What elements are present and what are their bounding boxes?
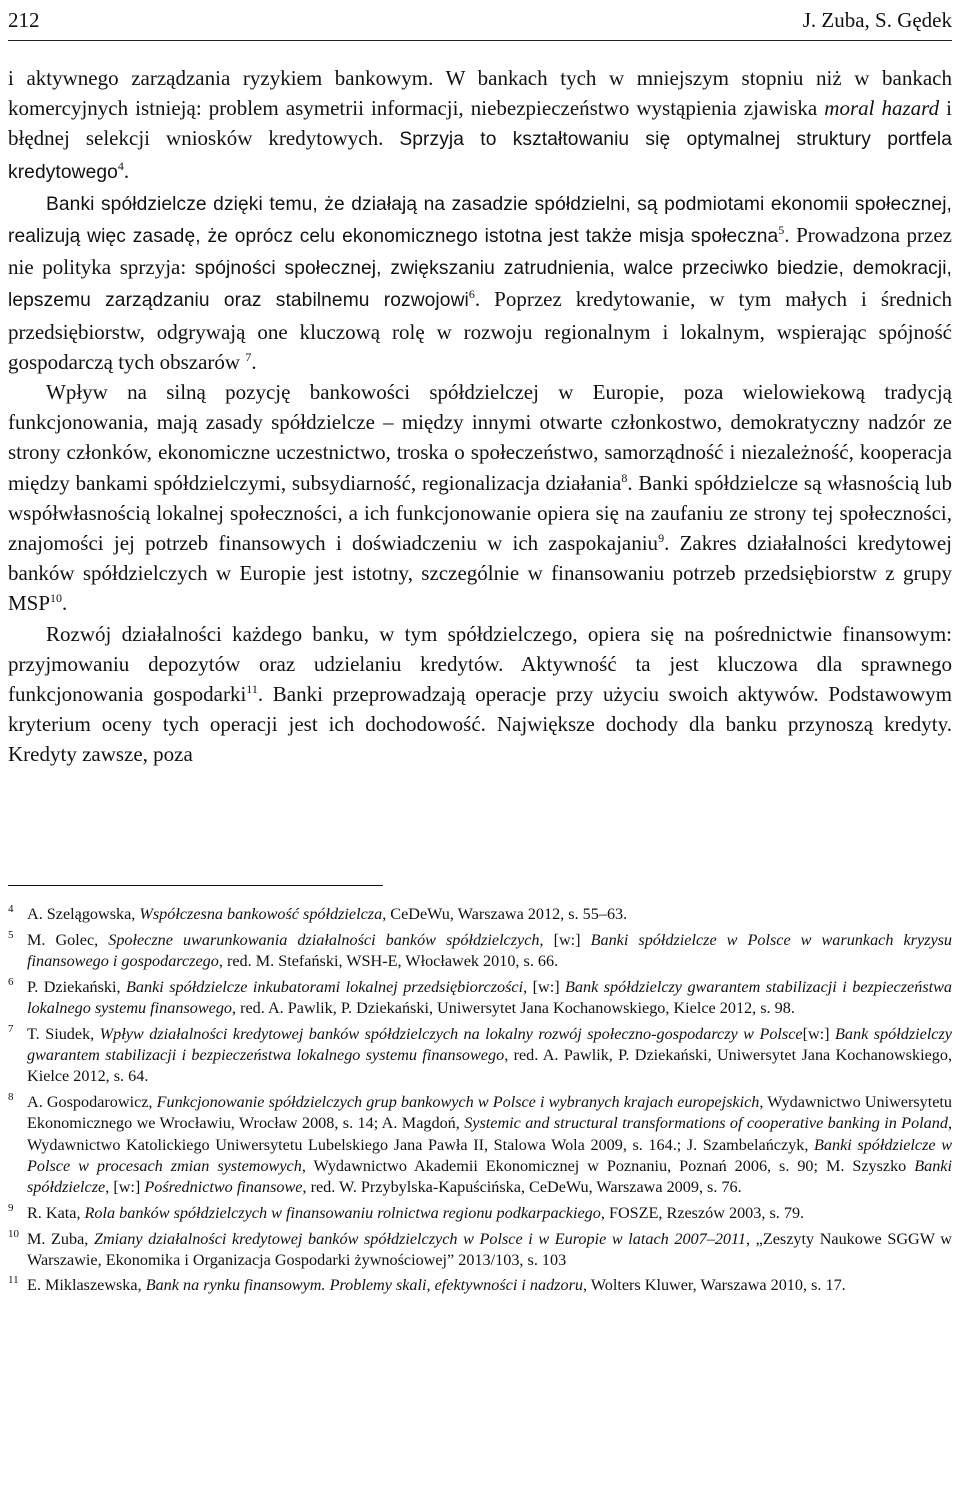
text-run: Wpływ na silną pozycję bankowości spółdzielczej w Europie, poza wielowiekową tradycją funkcjonowania, mają zasady spółdzielcze – między innymi otwarte członkostwo, demokratyczny nadzór ze strony członków, ekonomiczne uczestnictwo, troska o społeczeństwo, samorządność i niezależność, kooperacja między bankami spółdzielczymi, subsydiarność, regionalizacja działania xyxy=(8,380,952,495)
footnote-ref[interactable]: 4 xyxy=(117,158,124,173)
fn-title: Banki spółdzielcze inkubatorami lokalnej przedsiębiorczości xyxy=(126,977,524,996)
fn-text: , [w:] xyxy=(539,930,591,949)
footnote-separator xyxy=(8,885,383,886)
footnote-5 xyxy=(8,930,952,973)
footnote-ref[interactable]: 7 xyxy=(245,349,252,364)
fn-text: , Wydawnictwo Katolickiego Uniwersytetu Lubelskiego Jana Pawła II, Stalowa Wola 2009, s. 164.; J. Szambelańczyk, xyxy=(27,1114,952,1154)
footnote-9 xyxy=(8,1203,952,1224)
footnote-ref[interactable]: 9 xyxy=(658,531,665,546)
footnote-number: 11 xyxy=(8,1274,19,1287)
fn-text: M. Zuba, xyxy=(27,1229,94,1248)
paragraph-1 xyxy=(8,63,952,188)
fn-text: , Wolters Kluwer, Warszawa 2010, s. 17. xyxy=(582,1276,846,1295)
text-run-sans: Sprzyja to kształtowaniu się optymalnej struktury portfela kredytowego xyxy=(8,129,952,183)
text-run: i aktywnego zarządzania ryzykiem bankowym. W bankach tych w mniejszym stopniu niż w bankach komercyjnych istnieją: problem asymetrii informacji, niebezpieczeństwo wystąpienia zjawiska xyxy=(8,66,952,121)
paragraph-4 xyxy=(8,619,952,770)
text-run: . xyxy=(123,158,130,183)
page-number: 212 xyxy=(8,8,40,32)
footnote-number: 8 xyxy=(8,1090,14,1103)
footnote-number: 4 xyxy=(8,903,14,915)
footnote-8 xyxy=(8,1092,952,1198)
fn-text: , FOSZE, Rzeszów 2003, s. 79. xyxy=(600,1203,805,1222)
fn-title: Wpływ działalności kredytowej banków spółdzielczych na lokalny rozwój społeczno-gospodarczy w Polsce xyxy=(99,1024,803,1043)
fn-title: Społeczne uwarunkowania działalności banków spółdzielczych xyxy=(108,930,540,949)
fn-text: , „Zeszyty Naukowe SGGW w Warszawie, Ekonomika i Organizacja Gospodarki żywnościowej” 2013/103, s. 103 xyxy=(27,1229,952,1269)
fn-text: , [w:] xyxy=(523,977,566,996)
fn-text: [w:] xyxy=(802,1024,836,1043)
fn-title: Bank spółdzielczy gwarantem stabilizacji i bezpieczeństwa lokalnego systemu finansowego xyxy=(27,1024,952,1064)
fn-title: Współczesna bankowość spółdzielcza xyxy=(139,905,383,923)
text-run: i błędnej selekcji wniosków kredytowych. xyxy=(8,96,952,151)
footnote-ref[interactable]: 8 xyxy=(621,470,628,485)
text-run: . Prowadzona przez nie polityka sprzyja: xyxy=(8,223,952,280)
fn-text: R. Kata, xyxy=(27,1203,85,1222)
footnote-number: 7 xyxy=(8,1022,14,1035)
text-run: . Poprzez kredytowanie, w tym małych i średnich przedsiębiorstw, odgrywają one kluczową rolę w rozwoju regionalnym i lokalnym, wspierając spójność gospodarczą tych obszarów xyxy=(8,287,952,374)
fn-title: Bank spółdzielczy gwarantem stabilizacji i bezpieczeństwa lokalnego systemu finansowego xyxy=(27,977,953,1017)
text-run: Rozwój działalności każdego banku, w tym spółdzielczego, opiera się na pośrednictwie finansowym: przyjmowaniu depozytów oraz udzielaniu kredytów. Aktywność ta jest kluczowa dla sprawnego funkcjonowania gospodarki xyxy=(8,621,952,707)
fn-title: Banki spółdzielcze w Polsce w procesach zmian systemowych xyxy=(27,1135,952,1175)
emphasis-term: moral hazard xyxy=(824,96,940,121)
fn-title: Banki spółdzielcze w Polsce w warunkach kryzysu finansowego i gospodarczego xyxy=(27,930,953,970)
fn-title: Funkcjonowanie spółdzielczych grup bankowych w Polsce i wybranych krajach europejskich xyxy=(156,1092,760,1111)
paragraph-3 xyxy=(8,377,952,619)
fn-text: , red. W. Przybylska-Kapuścińska, CeDeWu, Warszawa 2009, s. 76. xyxy=(302,1178,742,1197)
fn-title: Pośrednictwo finansowe xyxy=(144,1178,303,1197)
fn-text: T. Siudek, xyxy=(27,1024,100,1043)
text-run: . Banki spółdzielcze są własnością lub współwłasnością lokalnej społeczności, a ich funkcjonowanie opiera się na zaufaniu ze strony tej społeczności, znajomości jej potrzeb finansowych i doświadczeniu w ich zaspokajaniu xyxy=(8,470,952,556)
text-run-sans: spójności społecznej, zwiększaniu zatrudnienia, walce przeciwko biedzie, demokracji, lepszemu zarządzaniu oraz stabilnemu rozwojowi xyxy=(8,258,952,312)
fn-text: , Wydawnictwo Uniwersytetu Ekonomicznego we Wrocławiu, Wrocław 2008, s. 14; A. Magdoń, xyxy=(27,1092,952,1133)
fn-text: M. Golec, xyxy=(27,930,109,949)
footnote-11 xyxy=(8,1275,952,1296)
footnote-ref[interactable]: 10 xyxy=(50,591,63,606)
footnote-ref[interactable]: 5 xyxy=(778,223,785,238)
fn-text: , [w:] xyxy=(105,1178,145,1197)
footnote-4 xyxy=(8,904,952,925)
text-run: . Zakres działalności kredytowej banków spółdzielczych w Europie jest istotny, szczególnie w finansowaniu potrzeb przedsiębiorstw z grupy MSP xyxy=(8,531,952,616)
footnote-number: 9 xyxy=(8,1201,14,1214)
fn-text: A. Gospodarowicz, xyxy=(27,1092,157,1111)
footnote-7 xyxy=(8,1024,952,1088)
body-text xyxy=(8,63,952,770)
footnote-6 xyxy=(8,977,952,1020)
fn-title: Zmiany działalności kredytowej banków spółdzielczych w Polsce i w Europie w latach 2007–2011 xyxy=(93,1229,747,1248)
footnote-10 xyxy=(8,1229,952,1272)
fn-text: P. Dziekański, xyxy=(27,977,127,996)
fn-title: Banki spółdzielcze xyxy=(27,1156,952,1197)
footnote-ref[interactable]: 6 xyxy=(468,287,475,302)
text-run: . Banki przeprowadzają operacje przy użyciu swoich aktywów. Podstawowym kryterium oceny tych operacji jest ich dochodowość. Największe dochody dla banku przynoszą kredyty. Kredyty zawsze, poza xyxy=(8,682,952,767)
fn-text: A. Szelągowska, xyxy=(27,905,140,923)
footnotes xyxy=(8,904,952,1301)
paragraph-2 xyxy=(8,188,952,377)
text-run-sans: Banki spółdzielcze dzięki temu, że działają na zasadzie spółdzielni, są podmiotami ekonomii społecznej, realizują więc zasadę, że oprócz celu ekonomicznego istotna jest także misja społeczna xyxy=(8,193,952,248)
text-run: . xyxy=(251,349,257,374)
fn-text: , CeDeWu, Warszawa 2012, s. 55–63. xyxy=(382,905,628,923)
fn-text: , Wydawnictwo Akademii Ekonomicznej w Poznaniu, Poznań 2006, s. 90; M. Szyszko xyxy=(301,1156,915,1175)
fn-text: , red. A. Pawlik, P. Dziekański, Uniwersytet Jana Kochanowskiego, Kielce 2012, s. 98. xyxy=(232,998,795,1017)
fn-title: Rola banków spółdzielczych w finansowaniu rolnictwa regionu podkarpackiego xyxy=(84,1203,601,1222)
fn-title: Bank na rynku finansowym. Problemy skali, efektywności i nadzoru xyxy=(145,1276,583,1295)
footnote-number: 5 xyxy=(8,928,14,941)
footnote-ref[interactable]: 11 xyxy=(246,682,258,697)
text-run: . xyxy=(62,591,68,616)
header-authors: J. Zuba, S. Gędek xyxy=(802,8,952,32)
running-header xyxy=(8,0,952,41)
fn-text: E. Miklaszewska, xyxy=(27,1276,146,1295)
fn-text: , red. A. Pawlik, P. Dziekański, Uniwersytet Jana Kochanowskiego, Kielce 2012, s. 64. xyxy=(27,1045,952,1086)
fn-text: , red. M. Stefański, WSH-E, Włocławek 2010, s. 66. xyxy=(218,951,559,970)
fn-title: Systemic and structural transformations of cooperative banking in Poland xyxy=(464,1114,948,1133)
footnote-number: 10 xyxy=(8,1227,19,1240)
footnote-number: 6 xyxy=(8,975,14,988)
